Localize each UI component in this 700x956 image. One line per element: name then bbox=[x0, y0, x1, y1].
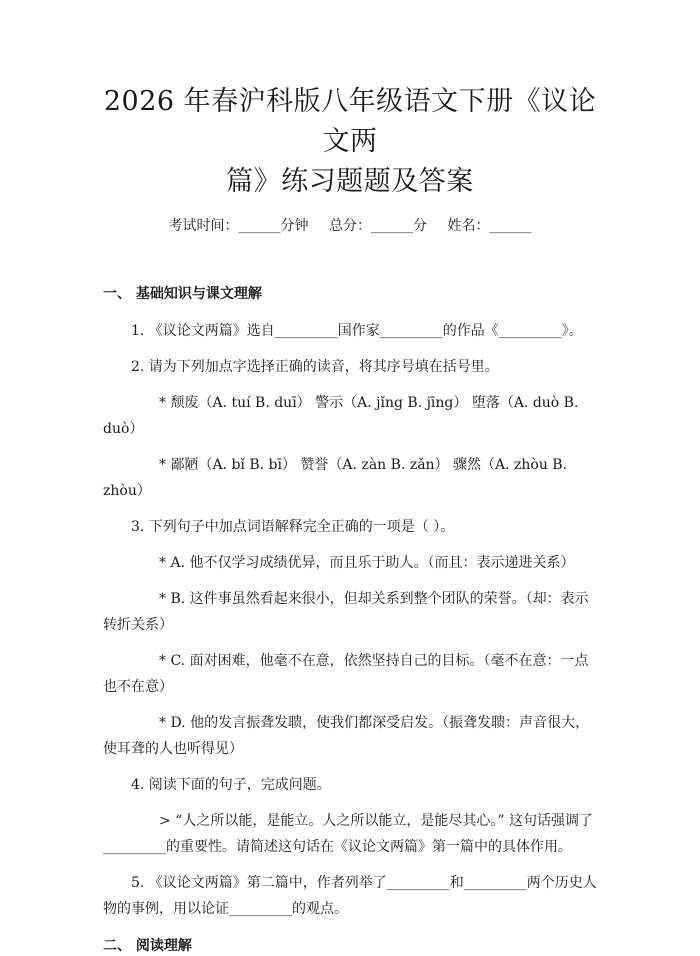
question-2-option-row-1: * 颓废（A. tuí B. duī） 警示（A. jǐng B. jīng） 堕落（A. duò B. duò） bbox=[103, 395, 579, 437]
section-heading-1: 一、 基础知识与课文理解 bbox=[103, 286, 262, 302]
title-line-2: 篇》练习题题及答案 bbox=[226, 166, 474, 197]
question-2: 2. 请为下列加点字选择正确的读音，将其序号填在括号里。 bbox=[131, 359, 499, 375]
question-3-option-d: * D. 他的发言振聋发聩，使我们都深受启发。（振聋发聩：声音很大，使耳聋的人也听得见） bbox=[103, 715, 590, 757]
question-3: 3. 下列句子中加点词语解释完全正确的一项是（ ）。 bbox=[131, 519, 455, 535]
question-3-option-c: * C. 面对困难，他毫不在意，依然坚持自己的目标。（毫不在意：一点也不在意） bbox=[103, 653, 589, 695]
title-line-1: 2026 年春沪科版八年级语文下册《议论文两 bbox=[103, 86, 597, 157]
document-title bbox=[103, 0, 597, 202]
question-2-option-row-2: * 鄙陋（A. bǐ B. bī） 赞誉（A. zàn B. zǎn） 骤然（A. zhòu B. zhòu） bbox=[103, 457, 568, 499]
question-3-option-b: * B. 这件事虽然看起来很小，但却关系到整个团队的荣誉。（却：表示转折关系） bbox=[103, 591, 589, 633]
question-3-option-a: * A. 他不仅学习成绩优异，而且乐于助人。（而且：表示递进关系） bbox=[159, 555, 575, 571]
student-name: 姓名：______ bbox=[447, 218, 532, 234]
section-heading-2: 二、 阅读理解 bbox=[103, 938, 192, 954]
question-1: 1. 《议论文两篇》选自_________国作家_________的作品《_________》。 bbox=[131, 323, 583, 339]
exam-time: 考试时间：______分钟 bbox=[168, 218, 309, 234]
exam-score: 总分：______分 bbox=[329, 218, 427, 234]
question-4: 4. 阅读下面的句子，完成问题。 bbox=[131, 777, 331, 793]
question-4-quote: > “人之所以能，是能立。人之所以能立，是能尽其心。” 这句话强调了_________的重要性。请简述这句话在《议论文两篇》第一篇中的具体作用。 bbox=[103, 813, 593, 855]
question-5: 5. 《议论文两篇》第二篇中，作者列举了_________和_________两个历史人物的事例，用以论证_________的观点。 bbox=[103, 875, 597, 917]
exam-meta bbox=[103, 216, 597, 236]
